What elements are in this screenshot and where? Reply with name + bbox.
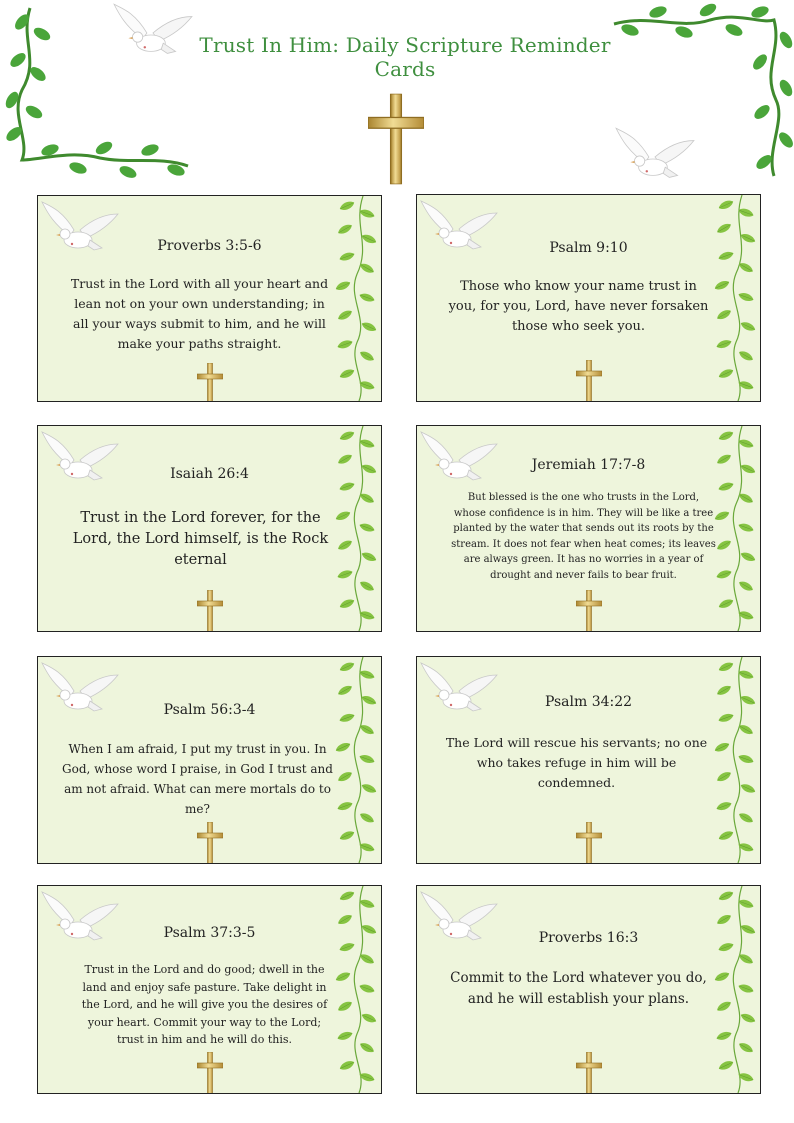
scripture-card [37, 425, 382, 632]
dove-icon [614, 126, 696, 192]
cross-icon [368, 92, 424, 186]
scripture-card [37, 195, 382, 402]
card-verse: The Lord will rescue his servants; no one who takes refuge in him will be condemned. [445, 735, 708, 790]
card-reference: Proverbs 16:3 [538, 930, 639, 946]
scripture-card [416, 425, 761, 632]
scripture-card [37, 656, 382, 864]
scripture-card [416, 194, 761, 402]
card-reference: Isaiah 26:4 [170, 466, 249, 482]
card-verse: Those who know your name trust in you, for you, Lord, have never forsaken those who seek you. [448, 279, 709, 334]
card-verse: Commit to the Lord whatever you do, and he will establish your plans. [450, 970, 707, 1007]
vine-icon [702, 886, 758, 1093]
dove-icon [40, 890, 120, 954]
card-verse: Trust in the Lord and do good; dwell in the land and enjoy safe pasture. Take delight in the Lord, and he will give you the desires of your heart. Commit your way to the Lord; trust in him and he will do this. [81, 963, 328, 1046]
card-reference: Proverbs 3:5-6 [157, 238, 262, 254]
cross-icon [576, 822, 602, 864]
cross-icon [197, 590, 223, 632]
card-verse: When I am afraid, I put my trust in you. In God, whose word I praise, in God I trust and am not afraid. What can mere mortals do to me? [62, 742, 333, 816]
card-verse: Trust in the Lord forever, for the Lord, the Lord himself, is the Rock eternal [72, 510, 329, 568]
dove-icon [40, 200, 120, 264]
card-reference: Psalm 56:3-4 [163, 702, 256, 718]
cross-icon [197, 1052, 223, 1094]
card-reference: Jeremiah 17:7-8 [531, 457, 646, 473]
cross-icon [197, 822, 223, 864]
cross-icon [576, 1052, 602, 1094]
scripture-card [416, 656, 761, 864]
dove-icon [40, 430, 120, 494]
card-reference: Psalm 34:22 [544, 694, 633, 710]
cross-icon [576, 360, 602, 402]
card-reference: Psalm 37:3-5 [163, 925, 256, 941]
card-verse: But blessed is the one who trusts in the Lord, whose confidence is in him. They will be like a tree planted by the water that sends out its roots by the stream. It does not fear when heat comes; its leaves are always green. It has no worries in a year of drought and never fails to bear fruit. [451, 492, 716, 581]
vine-icon [323, 886, 379, 1093]
card-verse: Trust in the Lord with all your heart and lean not on your own understanding; in all your ways submit to him, and he will make your paths straight. [70, 276, 329, 351]
scripture-card [416, 885, 761, 1094]
page-title: Trust In Him: Daily Scripture Reminder Cards [199, 33, 611, 81]
card-reference: Psalm 9:10 [549, 240, 628, 256]
scripture-card [37, 885, 382, 1094]
dove-icon [419, 661, 499, 725]
cross-icon [197, 363, 223, 402]
cross-icon [576, 590, 602, 632]
vine-icon [323, 426, 379, 631]
